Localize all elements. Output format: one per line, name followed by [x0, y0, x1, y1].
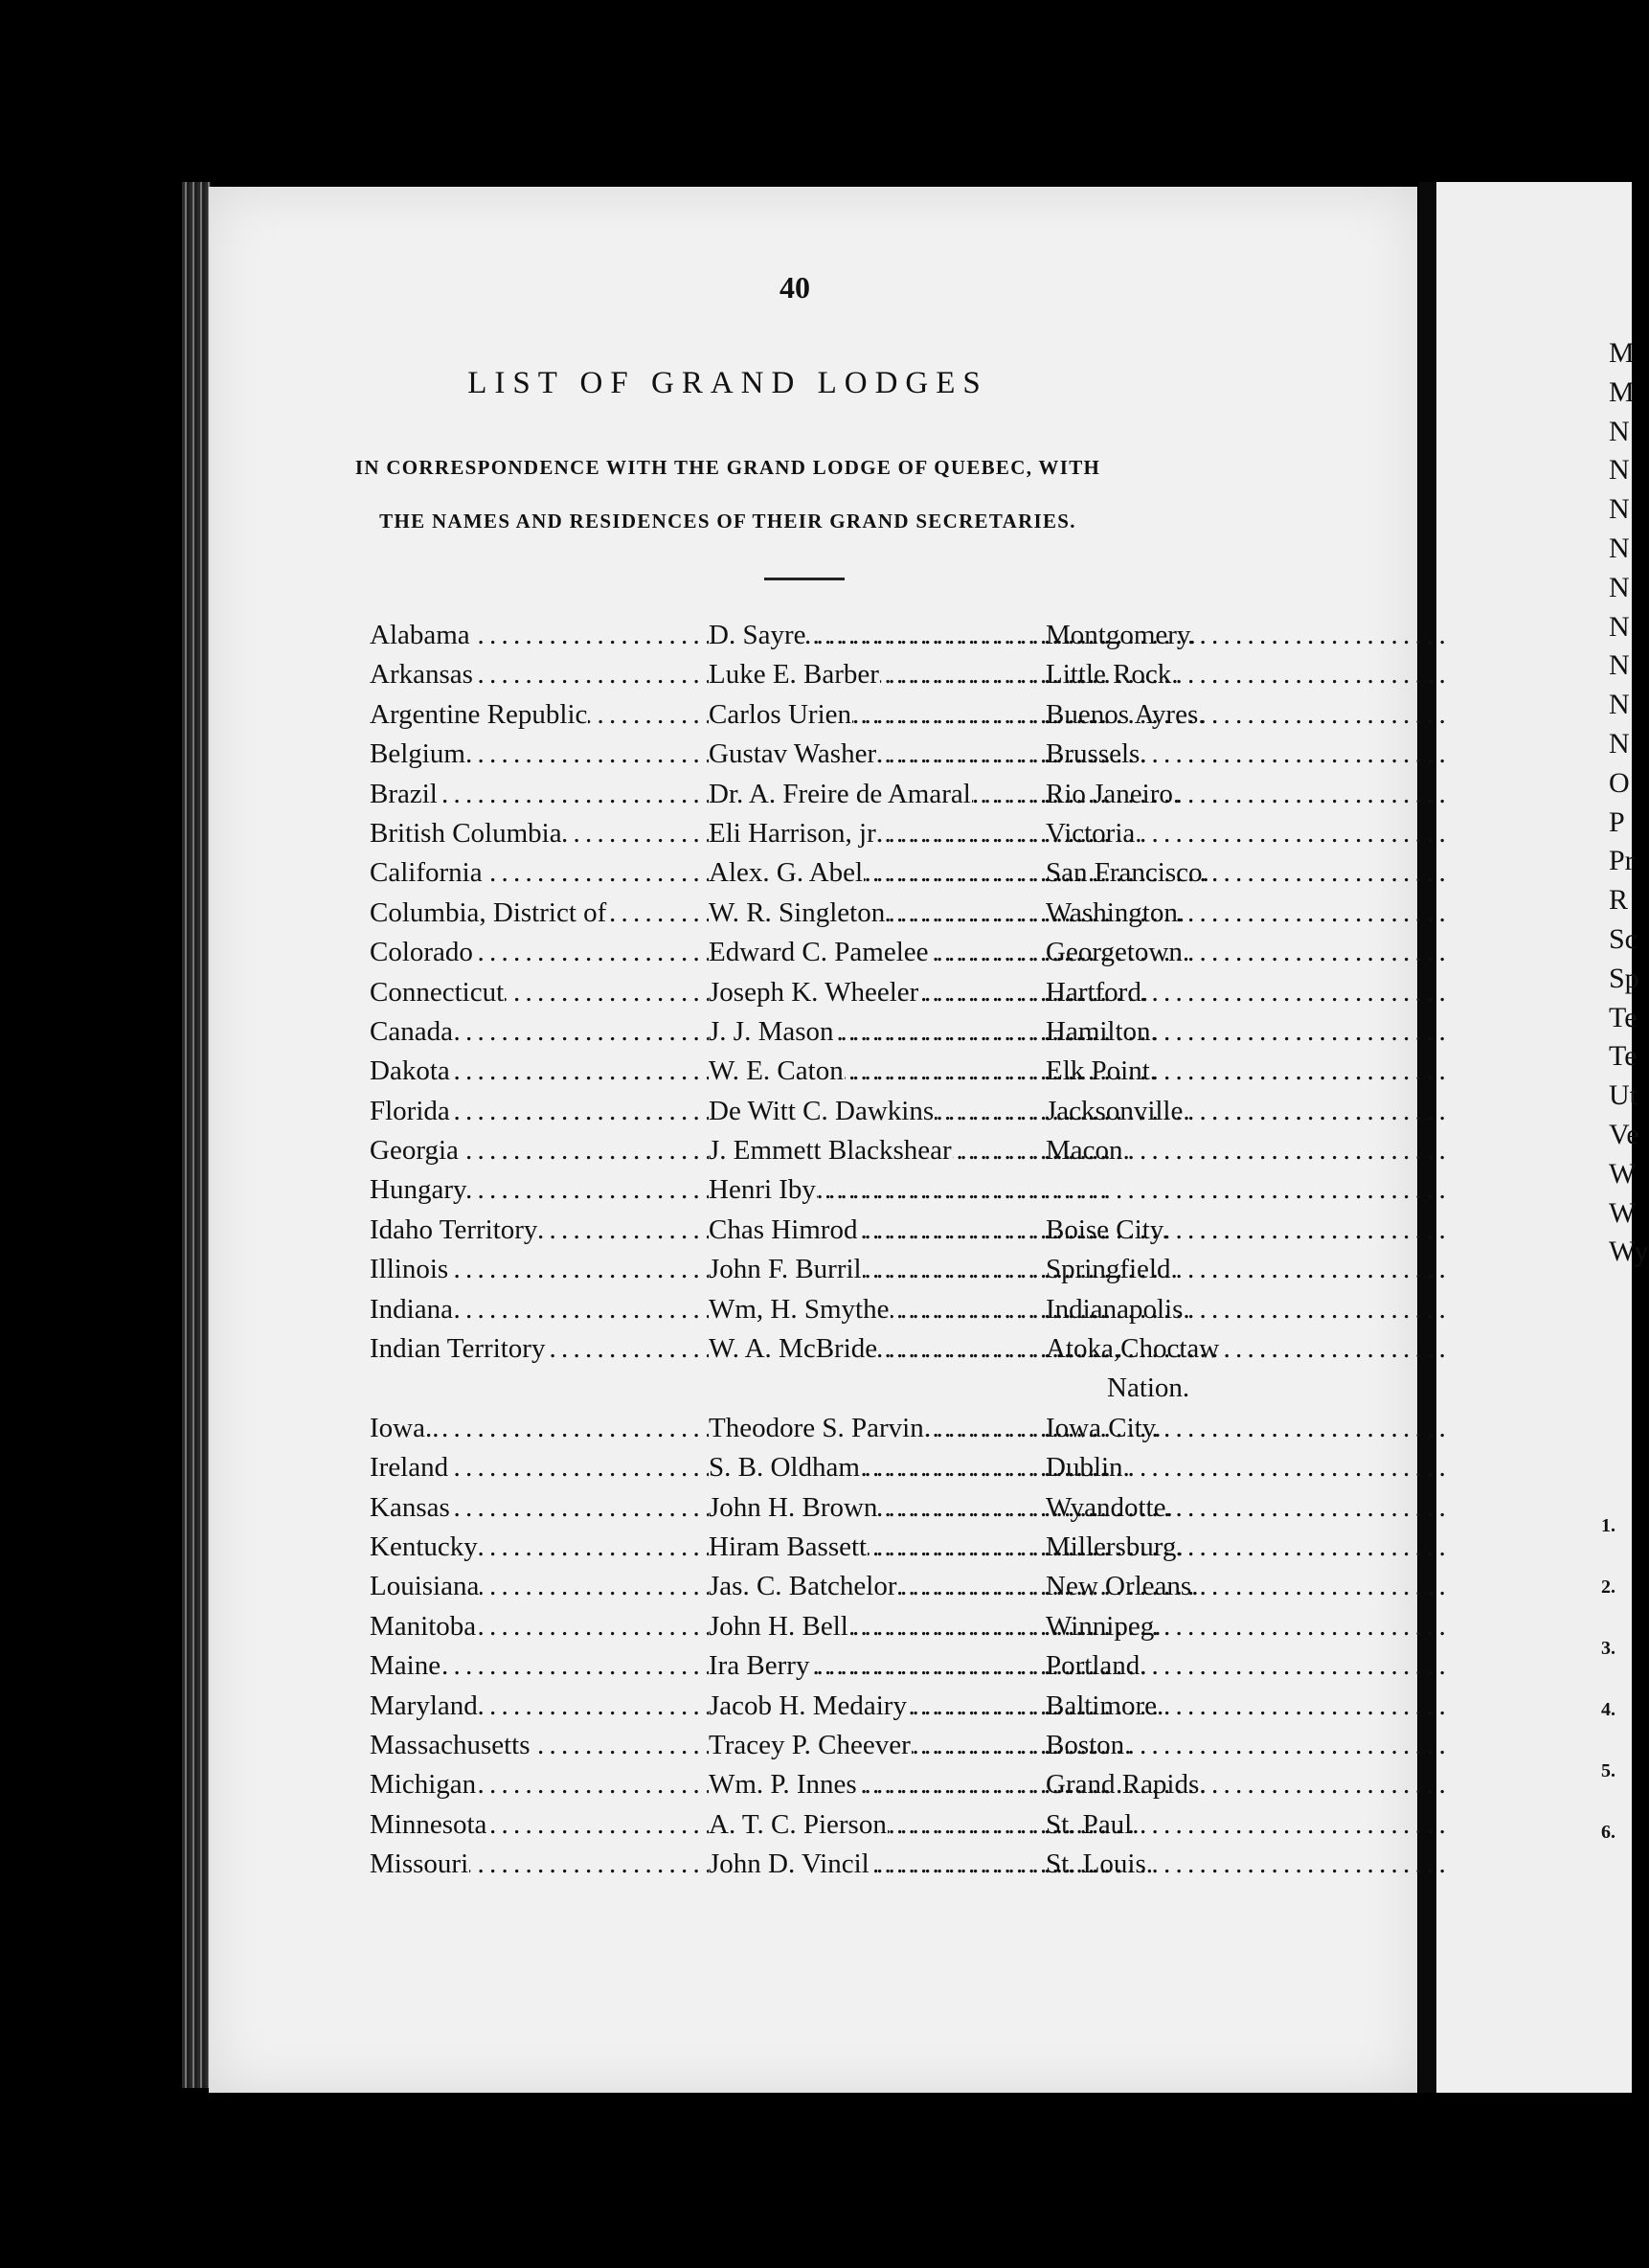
adjacent-page-letter: W: [1609, 1157, 1637, 1190]
adjacent-page-letter: Te: [1609, 1001, 1638, 1033]
list-item: [370, 1131, 1289, 1170]
residence: New Orleans.: [1046, 1571, 1199, 1602]
adjacent-page-letter: Pr: [1609, 845, 1635, 877]
adjacent-page-letter: M: [1609, 337, 1635, 369]
jurisdiction: Massachusetts: [370, 1726, 531, 1765]
residence-continuation: Nation.: [1107, 1372, 1190, 1404]
adjacent-page-letter: N: [1609, 415, 1630, 447]
subtitle-line-2: THE NAMES AND RESIDENCES OF THEIR GRAND SECRETARIES.: [379, 510, 1076, 533]
list-item: [370, 1726, 1289, 1765]
jurisdiction: Brazil: [370, 775, 439, 814]
jurisdiction: Minnesota: [370, 1805, 487, 1845]
secretary: Carlos Urien: [709, 695, 852, 735]
residence: Millersburg.: [1046, 1531, 1184, 1562]
jurisdiction: Georgia: [370, 1131, 460, 1170]
adjacent-page-letter: Wy: [1609, 1236, 1649, 1268]
adjacent-page-letter: N: [1609, 571, 1630, 603]
jurisdiction: British Columbia: [370, 814, 563, 853]
adjacent-page-letter: P: [1609, 805, 1625, 838]
secretary: Luke E. Barber: [709, 655, 880, 694]
adjacent-page-number: 6.: [1601, 1822, 1615, 1843]
residence: Atoka,Choctaw: [1046, 1333, 1220, 1365]
residence: Indianapolis.: [1046, 1293, 1190, 1325]
adjacent-page-letter: N: [1609, 533, 1630, 564]
adjacent-page-number: 4.: [1601, 1699, 1615, 1720]
secretary: Gustav Washer: [709, 735, 877, 774]
secretary: John H. Brown: [709, 1488, 878, 1528]
subtitle-line-1: IN CORRESPONDENCE WITH THE GRAND LODGE OF QUEBEC, WITH: [354, 456, 1101, 479]
secretary: Henri Iby: [709, 1170, 817, 1210]
residence: Wyandotte.: [1046, 1491, 1173, 1523]
jurisdiction: Hungary: [370, 1170, 467, 1210]
list-item: [370, 1250, 1289, 1289]
jurisdiction: Illinois: [370, 1250, 449, 1289]
secretary: Hiram Bassett: [709, 1528, 868, 1567]
jurisdiction: Idaho Territory: [370, 1211, 538, 1250]
jurisdiction: Indiana: [370, 1290, 454, 1329]
page-number: 40: [779, 270, 810, 305]
adjacent-page-letter: O: [1609, 766, 1630, 799]
residence: Macon.: [1046, 1135, 1130, 1167]
adjacent-page-letter: N: [1609, 493, 1630, 526]
list-item: [370, 1687, 1289, 1726]
list-item-continuation: [370, 1369, 1289, 1408]
adjacent-page-letter: W: [1609, 1196, 1637, 1229]
adjacent-page-number: 5.: [1601, 1760, 1615, 1781]
residence: Iowa City.: [1046, 1412, 1162, 1443]
secretary: Dr. A. Freire de Amaral: [709, 775, 972, 814]
jurisdiction: Canada: [370, 1012, 454, 1052]
secretary: John D. Vincil: [709, 1845, 870, 1884]
jurisdiction: Ireland: [370, 1448, 449, 1487]
list-item: [370, 894, 1289, 933]
adjacent-page-letter: Sp: [1609, 962, 1639, 994]
residence: Brussels.: [1046, 738, 1147, 770]
jurisdiction: Indian Territory: [370, 1329, 546, 1369]
secretary: John H. Bell: [709, 1607, 849, 1646]
secretary: De Witt C. Dawkins: [709, 1092, 935, 1131]
secretary: A. T. C. Pierson: [709, 1805, 888, 1845]
residence: Buenos Ayres.: [1046, 698, 1206, 730]
jurisdiction: Kentucky: [370, 1528, 479, 1567]
residence: St. Paul.: [1046, 1808, 1140, 1840]
list-item: [370, 814, 1289, 853]
list-item: [370, 695, 1289, 735]
list-item: [370, 1646, 1289, 1686]
adjacent-page-letter: Te: [1609, 1040, 1638, 1073]
residence: Baltimore.: [1046, 1690, 1164, 1721]
secretary: W. R. Singleton: [709, 894, 886, 933]
adjacent-page-letter: N: [1609, 728, 1630, 760]
secretary: Theodore S. Parvin: [709, 1409, 925, 1448]
list-item: [370, 775, 1289, 814]
secretary: J. Emmett Blackshear: [709, 1131, 953, 1170]
jurisdiction: Maine: [370, 1646, 441, 1686]
title-rule: [764, 578, 845, 580]
list-item: [370, 1170, 1289, 1210]
secretary: Ira Berry: [709, 1646, 810, 1686]
list-item: [370, 1409, 1289, 1448]
secretary: D. Sayre: [709, 616, 806, 655]
jurisdiction: Kansas: [370, 1488, 451, 1528]
adjacent-page-letter: N: [1609, 649, 1630, 682]
secretary: Jacob H. Medairy: [709, 1687, 908, 1726]
jurisdiction: Connecticut: [370, 973, 505, 1012]
jurisdiction: Colorado: [370, 933, 474, 972]
residence: Little Rock.: [1046, 659, 1179, 691]
residence: Georgetown.: [1046, 937, 1190, 968]
secretary: Wm. P. Innes: [709, 1765, 858, 1804]
list-item: [370, 1448, 1289, 1487]
residence: San Francisco.: [1046, 857, 1209, 889]
residence: St. Louis.: [1046, 1848, 1153, 1880]
list-item: [370, 933, 1289, 972]
residence: Boise City.: [1046, 1213, 1169, 1245]
list-item: [370, 735, 1289, 774]
jurisdiction: Columbia, District of: [370, 894, 607, 933]
residence: Hartford.: [1046, 976, 1149, 1008]
list-item: [370, 1607, 1289, 1646]
list-item: [370, 1012, 1289, 1052]
residence: Washington.: [1046, 896, 1186, 928]
list-item: [370, 616, 1289, 655]
list-item: [370, 1765, 1289, 1804]
jurisdiction: California: [370, 853, 484, 893]
jurisdiction: Alabama: [370, 616, 471, 655]
jurisdiction: Belgium: [370, 735, 466, 774]
adjacent-page-letter: N: [1609, 610, 1630, 643]
jurisdiction: Maryland: [370, 1687, 479, 1726]
list-item: [370, 1052, 1289, 1091]
list-item: [370, 1488, 1289, 1528]
secretary: Alex. G. Abel: [709, 853, 864, 893]
secretary: Edward C. Pamelee: [709, 933, 930, 972]
jurisdiction: Missouri: [370, 1845, 469, 1884]
list-item: [370, 1092, 1289, 1131]
secretary: W. A. McBride: [709, 1329, 878, 1369]
residence: Victoria.: [1046, 817, 1142, 849]
jurisdiction: Florida: [370, 1092, 451, 1131]
list-item: [370, 1211, 1289, 1250]
list-item: [370, 1805, 1289, 1845]
residence: Rio Janeiro.: [1046, 778, 1181, 809]
secretary: J. J. Mason: [709, 1012, 835, 1052]
adjacent-page-letter: Ut: [1609, 1079, 1638, 1112]
residence: Portland.: [1046, 1650, 1147, 1682]
residence: Montgomery.: [1046, 620, 1196, 650]
secretary: Wm, H. Smythe: [709, 1290, 891, 1329]
list-item: [370, 1290, 1289, 1329]
list-item: [370, 1329, 1289, 1369]
jurisdiction: Dakota: [370, 1052, 451, 1091]
secretary: W. E. Caton: [709, 1052, 845, 1091]
secretary: Jas. C. Batchelor: [709, 1567, 898, 1606]
jurisdiction: Argentine Republic: [370, 695, 588, 735]
secretary: Joseph K. Wheeler: [709, 973, 919, 1012]
grand-lodge-list: [370, 616, 1289, 1885]
secretary: Tracey P. Cheever: [709, 1726, 912, 1765]
list-item: [370, 1528, 1289, 1567]
page-title: LIST OF GRAND LODGES: [467, 366, 988, 400]
adjacent-page-number: 3.: [1601, 1638, 1615, 1659]
list-item: [370, 853, 1289, 893]
adjacent-page-number: 2.: [1601, 1576, 1615, 1598]
residence: Hamilton.: [1046, 1015, 1158, 1047]
list-item: [370, 655, 1289, 694]
adjacent-page-letter: M: [1609, 375, 1635, 408]
residence: Elk Point.: [1046, 1055, 1158, 1087]
jurisdiction: Arkansas: [370, 655, 474, 694]
adjacent-page-letter: Sc: [1609, 923, 1638, 955]
residence: Winnipeg.: [1046, 1610, 1162, 1642]
adjacent-page-letter: R: [1609, 884, 1629, 917]
adjacent-page: [1436, 182, 1632, 2093]
jurisdiction: Iowa..: [370, 1409, 440, 1448]
secretary: John F. Burril: [709, 1250, 863, 1289]
list-item: [370, 1567, 1289, 1606]
secretary: S. B. Oldham: [709, 1448, 861, 1487]
residence: Jacksonville.: [1046, 1095, 1190, 1126]
jurisdiction: Manitoba: [370, 1607, 477, 1646]
residence: Dublin.: [1046, 1452, 1130, 1484]
adjacent-page-letter: Ve: [1609, 1119, 1639, 1150]
list-item: [370, 973, 1289, 1012]
adjacent-page-letter: N: [1609, 689, 1630, 721]
secretary: Eli Harrison, jr: [709, 814, 877, 853]
secretary: Chas Himrod: [709, 1211, 858, 1250]
residence: Grand Rapids.: [1046, 1769, 1207, 1801]
adjacent-page-letter: N: [1609, 454, 1630, 487]
residence: Springfield.: [1046, 1254, 1178, 1285]
list-item: [370, 1845, 1289, 1884]
adjacent-page-number: 1.: [1601, 1515, 1615, 1536]
residence: Boston.: [1046, 1729, 1132, 1760]
jurisdiction: Michigan: [370, 1765, 477, 1804]
jurisdiction: Louisiana: [370, 1567, 480, 1606]
book-spine: [182, 182, 211, 2088]
